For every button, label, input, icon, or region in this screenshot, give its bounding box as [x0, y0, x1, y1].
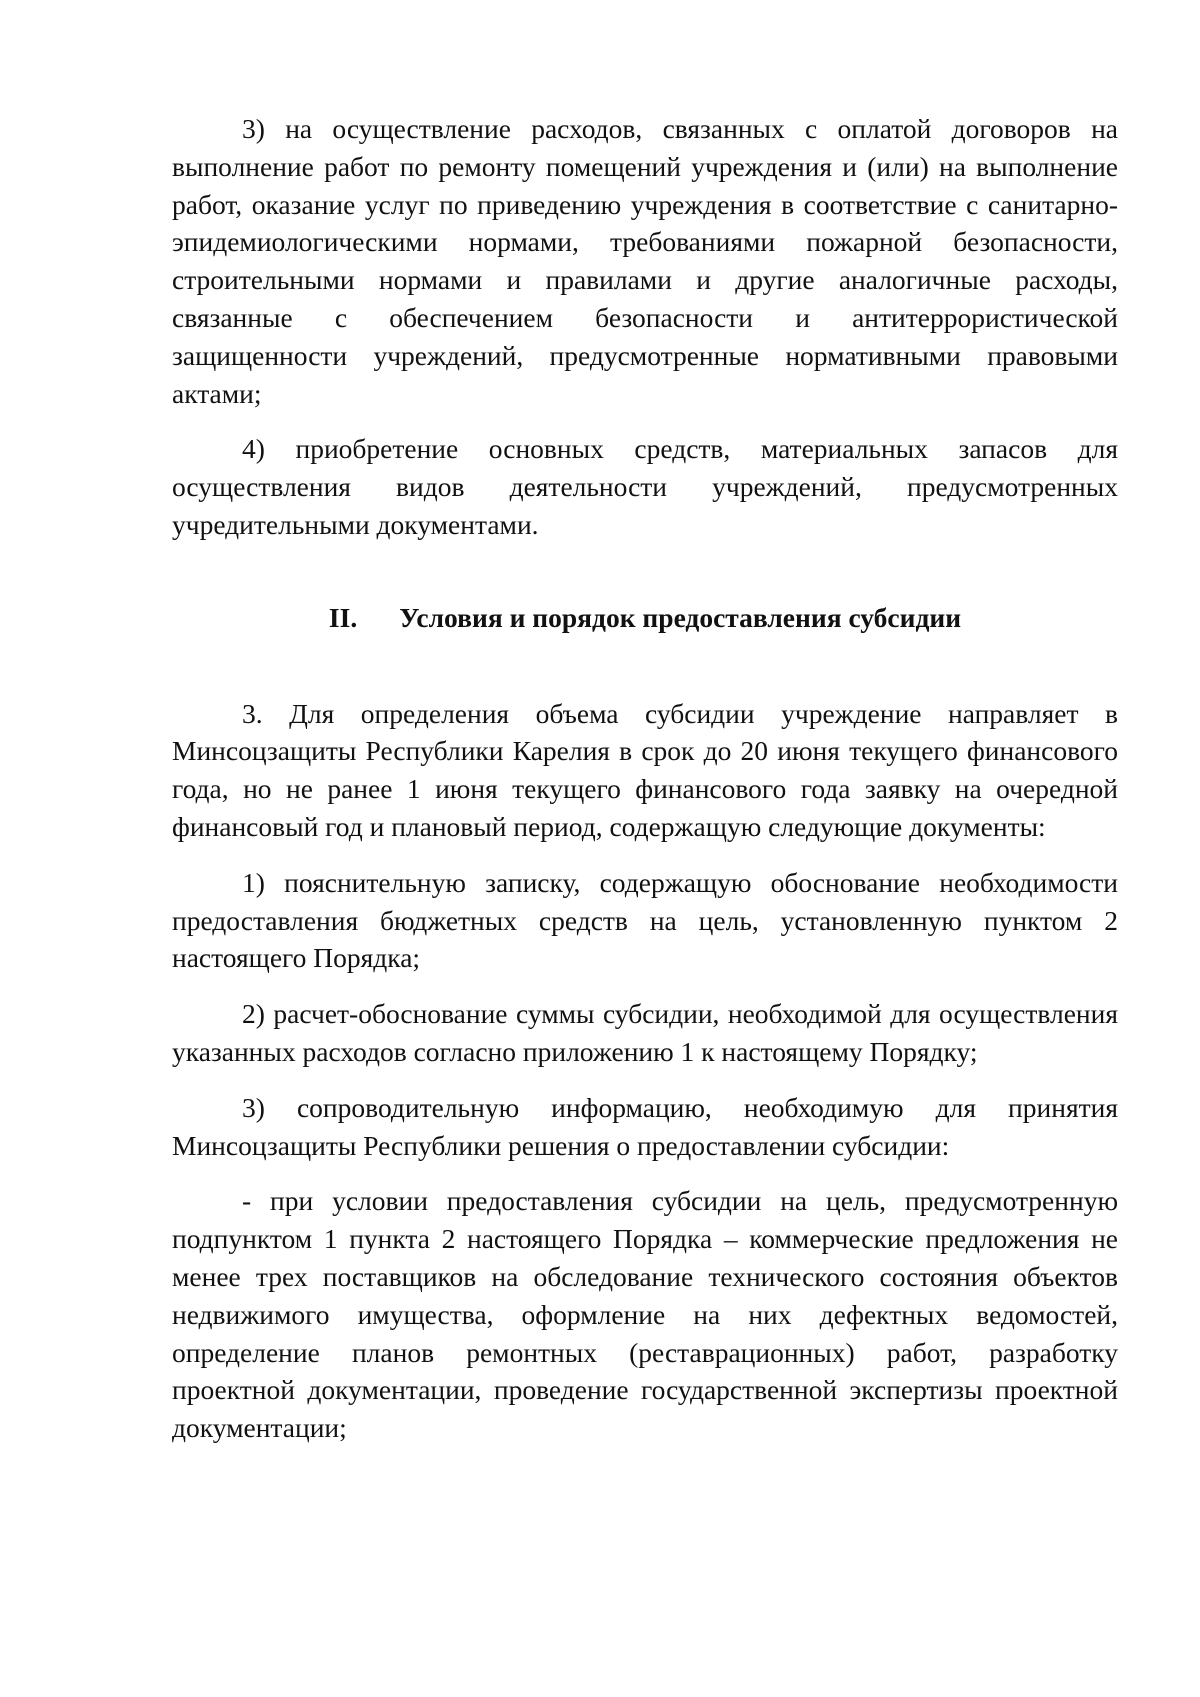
paragraph-calculation: 2) расчет-обоснование суммы субсидии, необходимой для осуществления указанных расходов согласно приложению 1 к настоящему Порядку; — [172, 998, 1118, 1067]
section-heading — [172, 599, 1118, 637]
section-title: Условия и порядок предоставления субсидии — [399, 601, 962, 633]
section-number: II. — [328, 601, 358, 633]
paragraph-item-3-repairs: 3) на осуществление расходов, связанных с оплатой договоров на выполнение работ по ремонту помещений учреждения и (или) на выполнение работ, оказание услуг по приведению учреждения в соответствие с санитарно-эпидемиологическими нормами, требованиями пожарной безопасности, строительными нормами и правилами и другие аналогичные расходы, связанные с обеспечением безопасности и антитеррористической защищенности учреждений, предусмотренные нормативными правовыми актами; — [172, 113, 1118, 409]
paragraph-supporting-info: 3) сопроводительную информацию, необходимую для принятия Минсоцзащиты Республики решения о предоставлении субсидии: — [172, 1091, 1118, 1161]
paragraph-clause-3: 3. Для определения объема субсидии учреждение направляет в Минсоцзащиты Республики Карелия в срок до 20 июня текущего финансового года, но не ранее 1 июня текущего финансового года заявку на очередной финансовый год и плановый период, содержащую следующие документы: — [172, 697, 1118, 842]
paragraph-explanatory-note: 1) пояснительную записку, содержащую обоснование необходимости предоставления бюджетных средств на цель, установленную пунктом 2 настоящего Порядка; — [172, 866, 1118, 974]
paragraph-commercial-offers: - при условии предоставления субсидии на цель, предусмотренную подпунктом 1 пункта 2 настоящего Порядка – коммерческие предложения не менее трех поставщиков на обследование технического состояния объектов недвижимого имущества, оформление на них дефектных ведомостей, определение планов ремонтных (реставрационных) работ, разработку проектной документации, проведение государственной экспертизы проектной документации; — [172, 1185, 1118, 1444]
document-page — [172, 110, 1118, 1447]
paragraph-item-4-assets: 4) приобретение основных средств, материальных запасов для осуществления видов деятельности учреждений, предусмотренных учредительными документами. — [172, 433, 1118, 540]
